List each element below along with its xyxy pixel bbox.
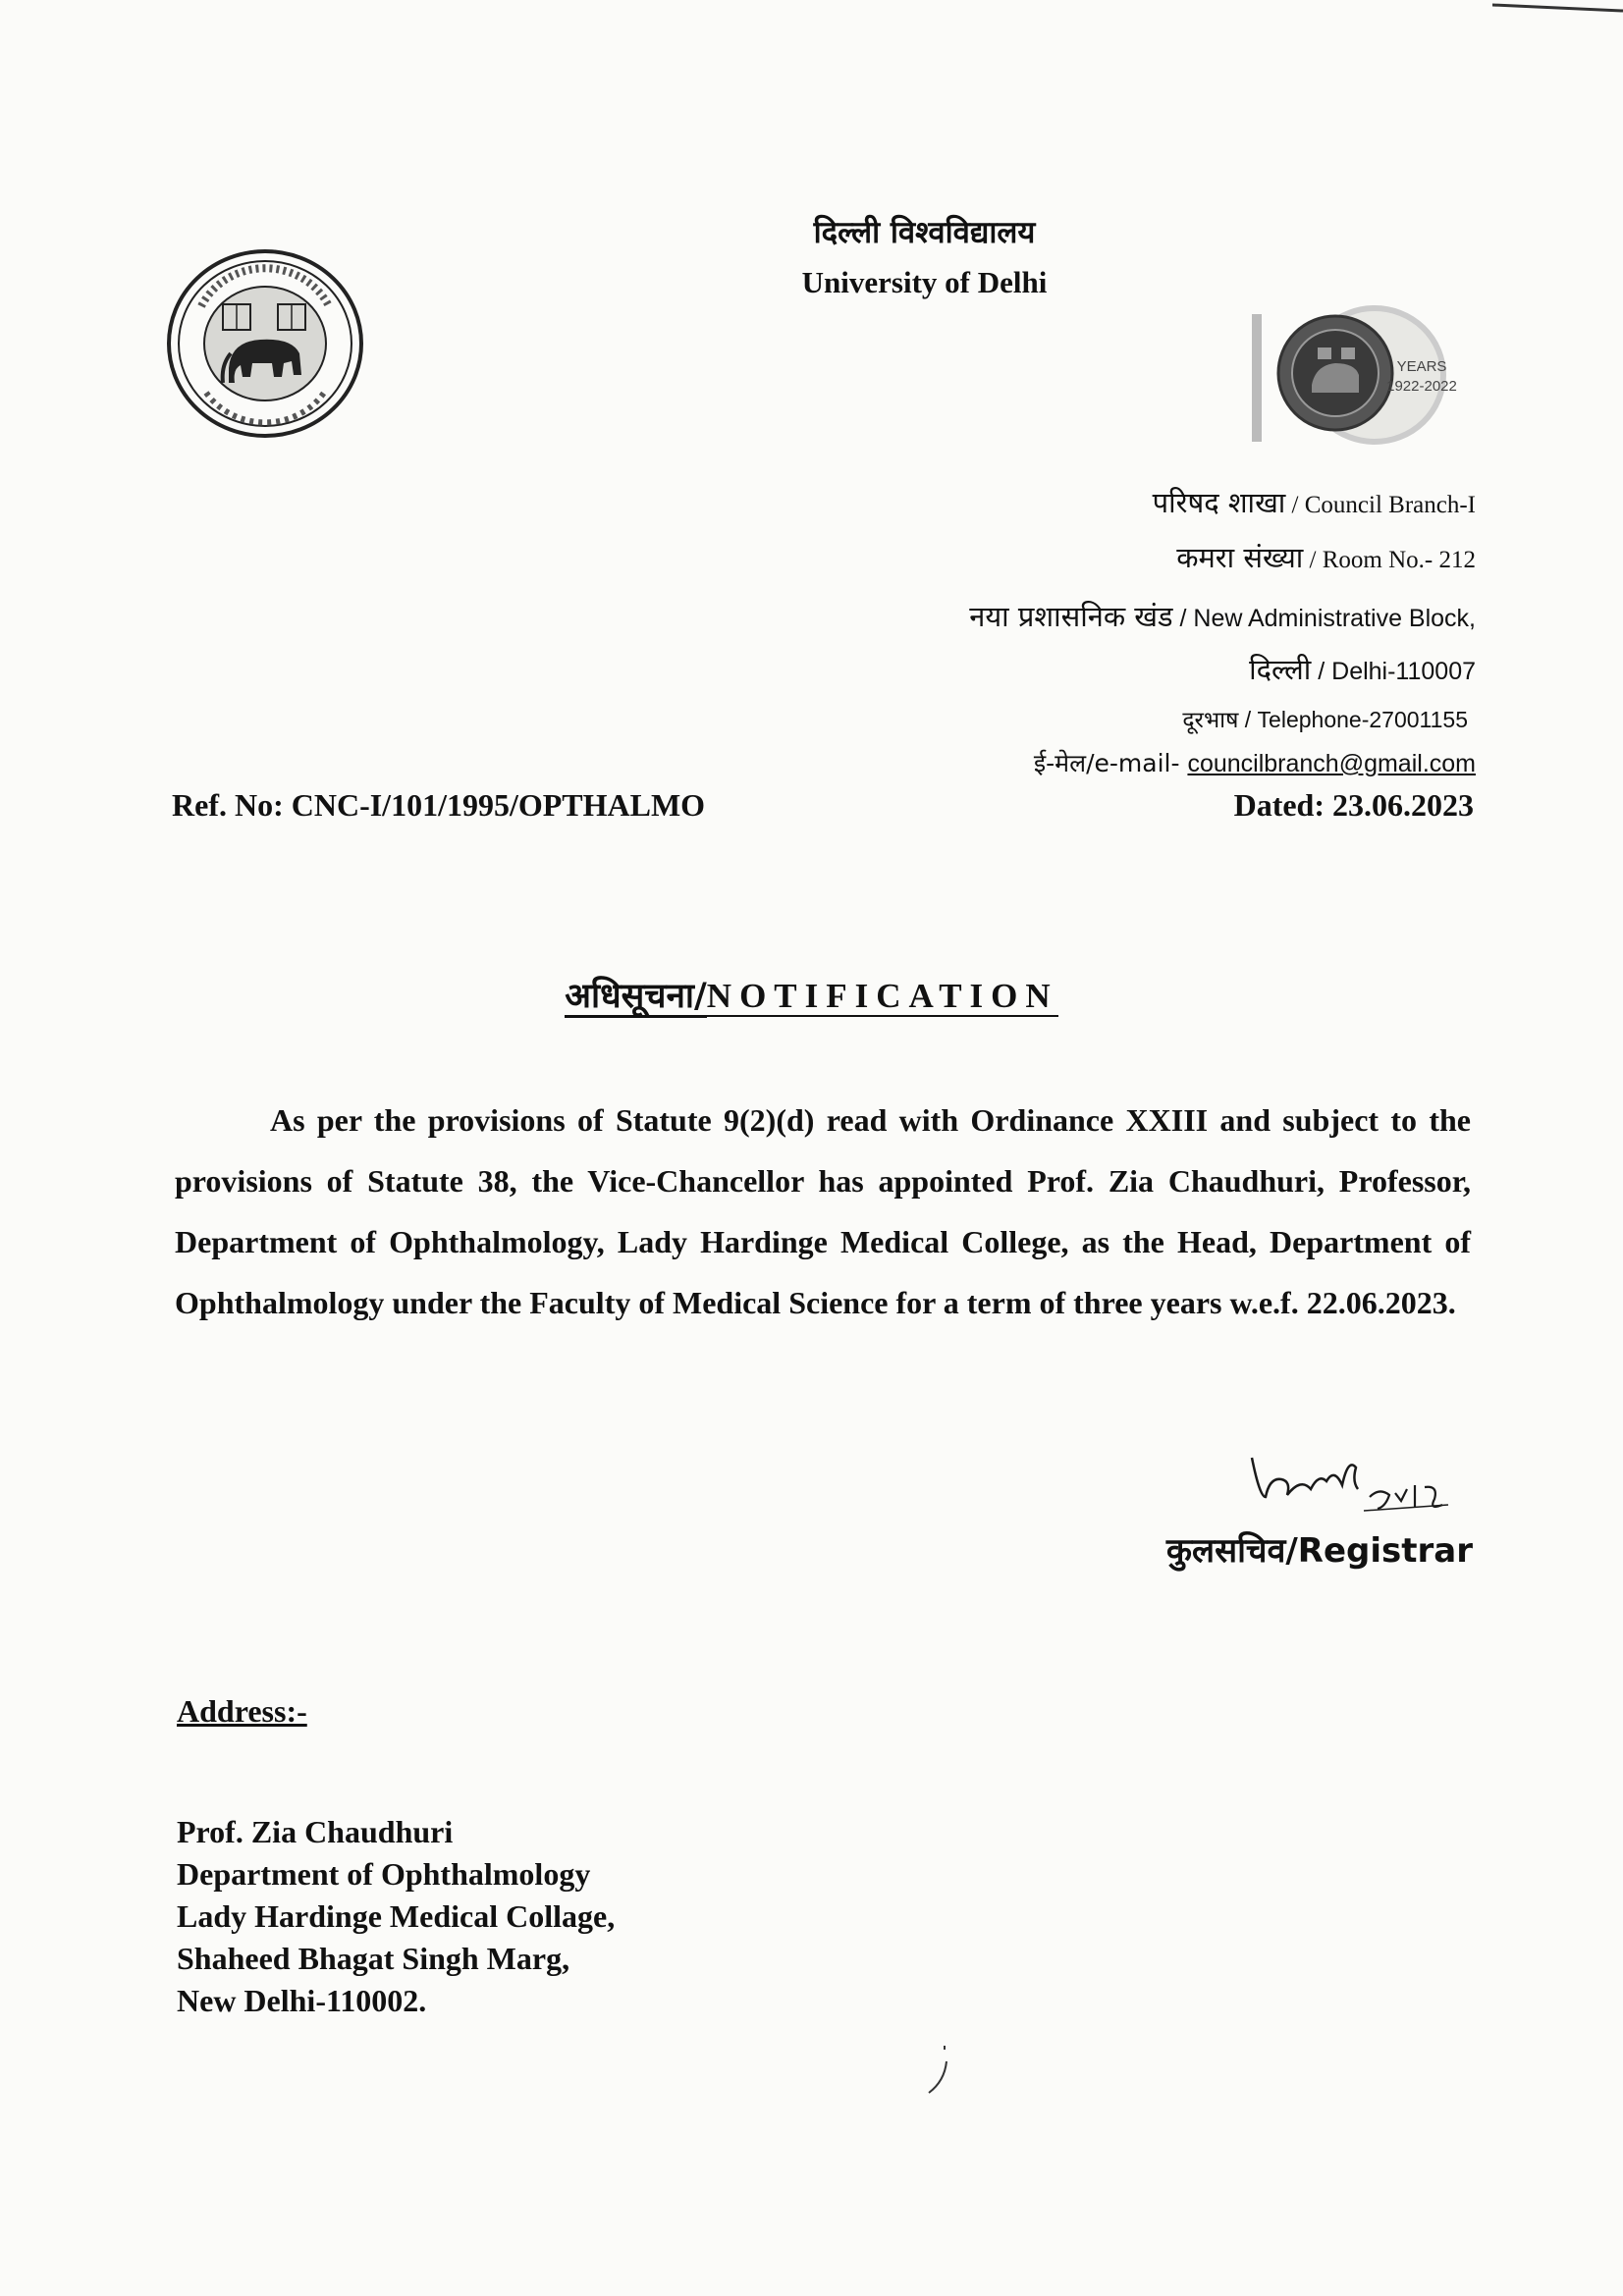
office-email-line xyxy=(1034,746,1476,779)
office-block-line xyxy=(969,597,1476,635)
pen-mark xyxy=(923,2042,952,2101)
office-phone-line xyxy=(1182,703,1468,734)
registrar-title: कुलसचिव/Registrar xyxy=(1165,1531,1473,1571)
phone-english: / Telephone-27001155 xyxy=(1238,707,1468,732)
office-room-line xyxy=(1176,538,1476,576)
centenary-logo xyxy=(1247,304,1483,447)
city-hindi: दिल्ली xyxy=(1249,653,1312,686)
university-name-hindi: दिल्ली विश्वविद्यालय xyxy=(813,215,1036,250)
dated: Dated: 23.06.2023 xyxy=(1233,787,1474,823)
university-seal-logo xyxy=(162,245,368,442)
office-city-line xyxy=(1249,650,1476,688)
email-label: ई-मेल/e-mail- xyxy=(1033,749,1188,777)
block-english: / New Administrative Block, xyxy=(1172,605,1476,632)
address-line: Prof. Zia Chaudhuri xyxy=(177,1814,454,1849)
email-link[interactable]: councilbranch@gmail.com xyxy=(1187,750,1476,777)
address-block xyxy=(177,1811,615,2022)
scan-edge-mark xyxy=(1492,0,1623,10)
room-hindi: कमरा संख्या xyxy=(1176,541,1304,574)
notification-title-english: NOTIFICATION xyxy=(706,977,1058,1015)
centenary-years-text: YEARS xyxy=(1396,358,1447,375)
office-branch-line xyxy=(1153,483,1476,521)
reference-number: Ref. No: CNC-I/101/1995/OPTHALMO xyxy=(172,787,706,823)
address-line: New Delhi-110002. xyxy=(177,1983,427,2018)
city-english: / Delhi-110007 xyxy=(1311,658,1476,685)
university-name-english: University of Delhi xyxy=(801,265,1048,299)
address-line: Department of Ophthalmology xyxy=(177,1856,591,1892)
phone-hindi: दूरभाष xyxy=(1182,708,1239,733)
notification-title xyxy=(0,972,1623,1018)
notification-body: As per the provisions of Statute 9(2)(d) read with Ordinance XXIII and subject to the provisions of Statute 38, the Vice-Chancellor has appointed Prof. Zia Chaudhuri, Professor, Department of Ophthalmology, Lady Hardinge Medical College, as the Head, Department of Ophthalmology under the Faculty of Medical Science for a term of three years w.e.f. 22.06.2023. xyxy=(175,1102,1471,1320)
address-line: Shaheed Bhagat Singh Marg, xyxy=(177,1941,570,1976)
address-line: Lady Hardinge Medical Collage, xyxy=(177,1898,616,1934)
block-hindi: नया प्रशासनिक खंड xyxy=(969,600,1173,633)
room-english: / Room No.- 212 xyxy=(1303,547,1476,573)
branch-english: / Council Branch-I xyxy=(1285,492,1476,518)
address-heading: Address:- xyxy=(177,1693,307,1729)
branch-hindi: परिषद शाखा xyxy=(1152,486,1286,519)
centenary-range-text: 1922-2022 xyxy=(1386,378,1457,395)
notification-title-hindi: अधिसूचना/ xyxy=(565,977,707,1016)
registrar-signature xyxy=(1232,1438,1488,1526)
